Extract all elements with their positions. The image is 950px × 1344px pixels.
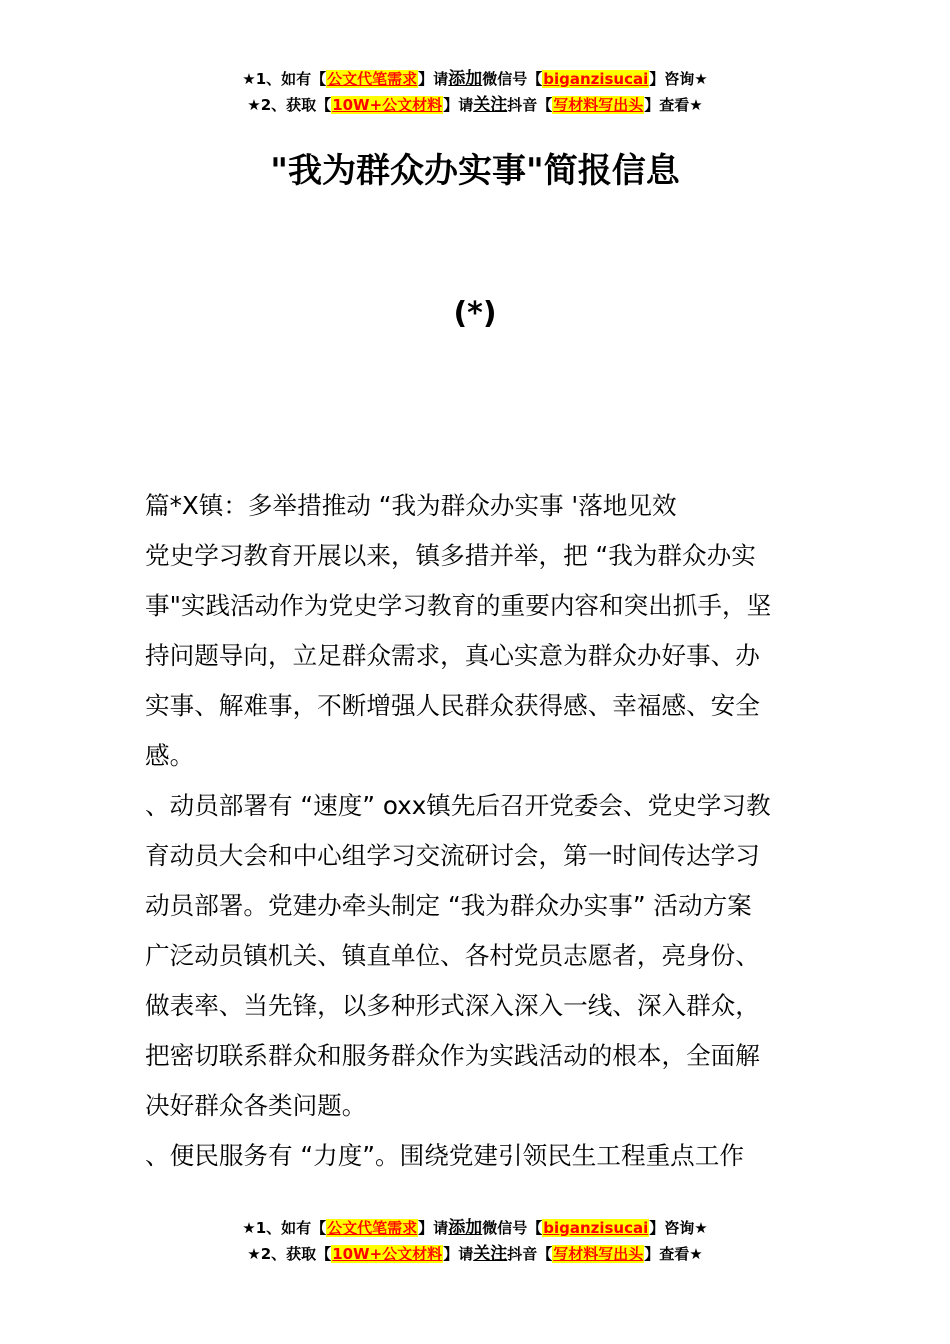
body-line: 动员部署。党建办牵头制定 “我为群众办实事” 活动方案 — [145, 891, 752, 920]
header-banner — [0, 66, 950, 118]
banner-highlight: 写材料写出头 — [553, 96, 644, 114]
banner-text: ★2、获取【 — [247, 96, 332, 114]
banner-text: ★1、如有【 — [242, 1219, 327, 1237]
banner-highlight: 公文代笔需求 — [327, 1219, 418, 1237]
banner-text: ★2、获取【 — [247, 1245, 332, 1263]
banner-text: 微信号【 — [482, 1219, 543, 1237]
document-body — [145, 481, 810, 1181]
banner-text: 抖音【 — [507, 1245, 553, 1263]
body-line: 广泛动员镇机关、镇直单位、各村党员志愿者，亮身份、 — [145, 941, 760, 970]
banner-highlight: 写材料写出头 — [553, 1245, 644, 1263]
body-line: 决好群众各类问题。 — [145, 1091, 367, 1120]
banner-text: 】请 — [418, 1219, 449, 1237]
banner-text: 抖音【 — [507, 96, 553, 114]
banner-line-2 — [0, 1241, 950, 1267]
body-line: 、便民服务有 “力度”。围绕党建引领民生工程重点工作 — [145, 1141, 744, 1170]
banner-line-1 — [0, 66, 950, 92]
body-line: 做表率、当先锋，以多种形式深入深入一线、深入群众， — [145, 991, 760, 1020]
document-title: "我为群众办实事"简报信息 — [270, 151, 680, 191]
body-line: 感。 — [145, 741, 195, 770]
document-subtitle: (*) — [453, 296, 497, 331]
banner-highlight: 10W+公文材料 — [332, 1245, 443, 1263]
banner-text: 微信号【 — [482, 70, 543, 88]
banner-text: 】请 — [418, 70, 449, 88]
body-line: 党史学习教育开展以来，镇多措并举，把 “我为群众办实 — [145, 541, 756, 570]
banner-line-1 — [0, 1215, 950, 1241]
banner-emphasis: 添加 — [448, 1218, 483, 1238]
banner-highlight: biganzisucai — [543, 1219, 649, 1237]
banner-text: 】请 — [443, 1245, 474, 1263]
body-line: 篇*X镇：多举措推动 “我为群众办实事 '落地见效 — [145, 491, 677, 520]
body-line: 、动员部署有 “速度” oxx镇先后召开党委会、党史学习教 — [145, 791, 771, 820]
body-line: 把密切联系群众和服务群众作为实践活动的根本，全面解 — [145, 1041, 760, 1070]
banner-emphasis: 添加 — [448, 69, 483, 89]
banner-text: 】请 — [443, 96, 474, 114]
banner-emphasis: 关注 — [473, 95, 508, 115]
body-line: 事"实践活动作为党史学习教育的重要内容和突出抓手，坚 — [145, 591, 772, 620]
banner-text: 】咨询★ — [649, 1219, 708, 1237]
body-line: 育动员大会和中心组学习交流研讨会，第一时间传达学习 — [145, 841, 760, 870]
banner-text: ★1、如有【 — [242, 70, 327, 88]
body-line: 持问题导向，立足群众需求，真心实意为群众办好事、办 — [145, 641, 760, 670]
banner-text: 】咨询★ — [649, 70, 708, 88]
banner-text: 】查看★ — [644, 1245, 703, 1263]
banner-highlight: 10W+公文材料 — [332, 96, 443, 114]
banner-highlight: biganzisucai — [543, 70, 649, 88]
banner-text: 】查看★ — [644, 96, 703, 114]
body-line: 实事、解难事，不断增强人民群众获得感、幸福感、安全 — [145, 691, 760, 720]
banner-emphasis: 关注 — [473, 1244, 508, 1264]
footer-banner — [0, 1215, 950, 1267]
banner-line-2 — [0, 92, 950, 118]
banner-highlight: 公文代笔需求 — [327, 70, 418, 88]
